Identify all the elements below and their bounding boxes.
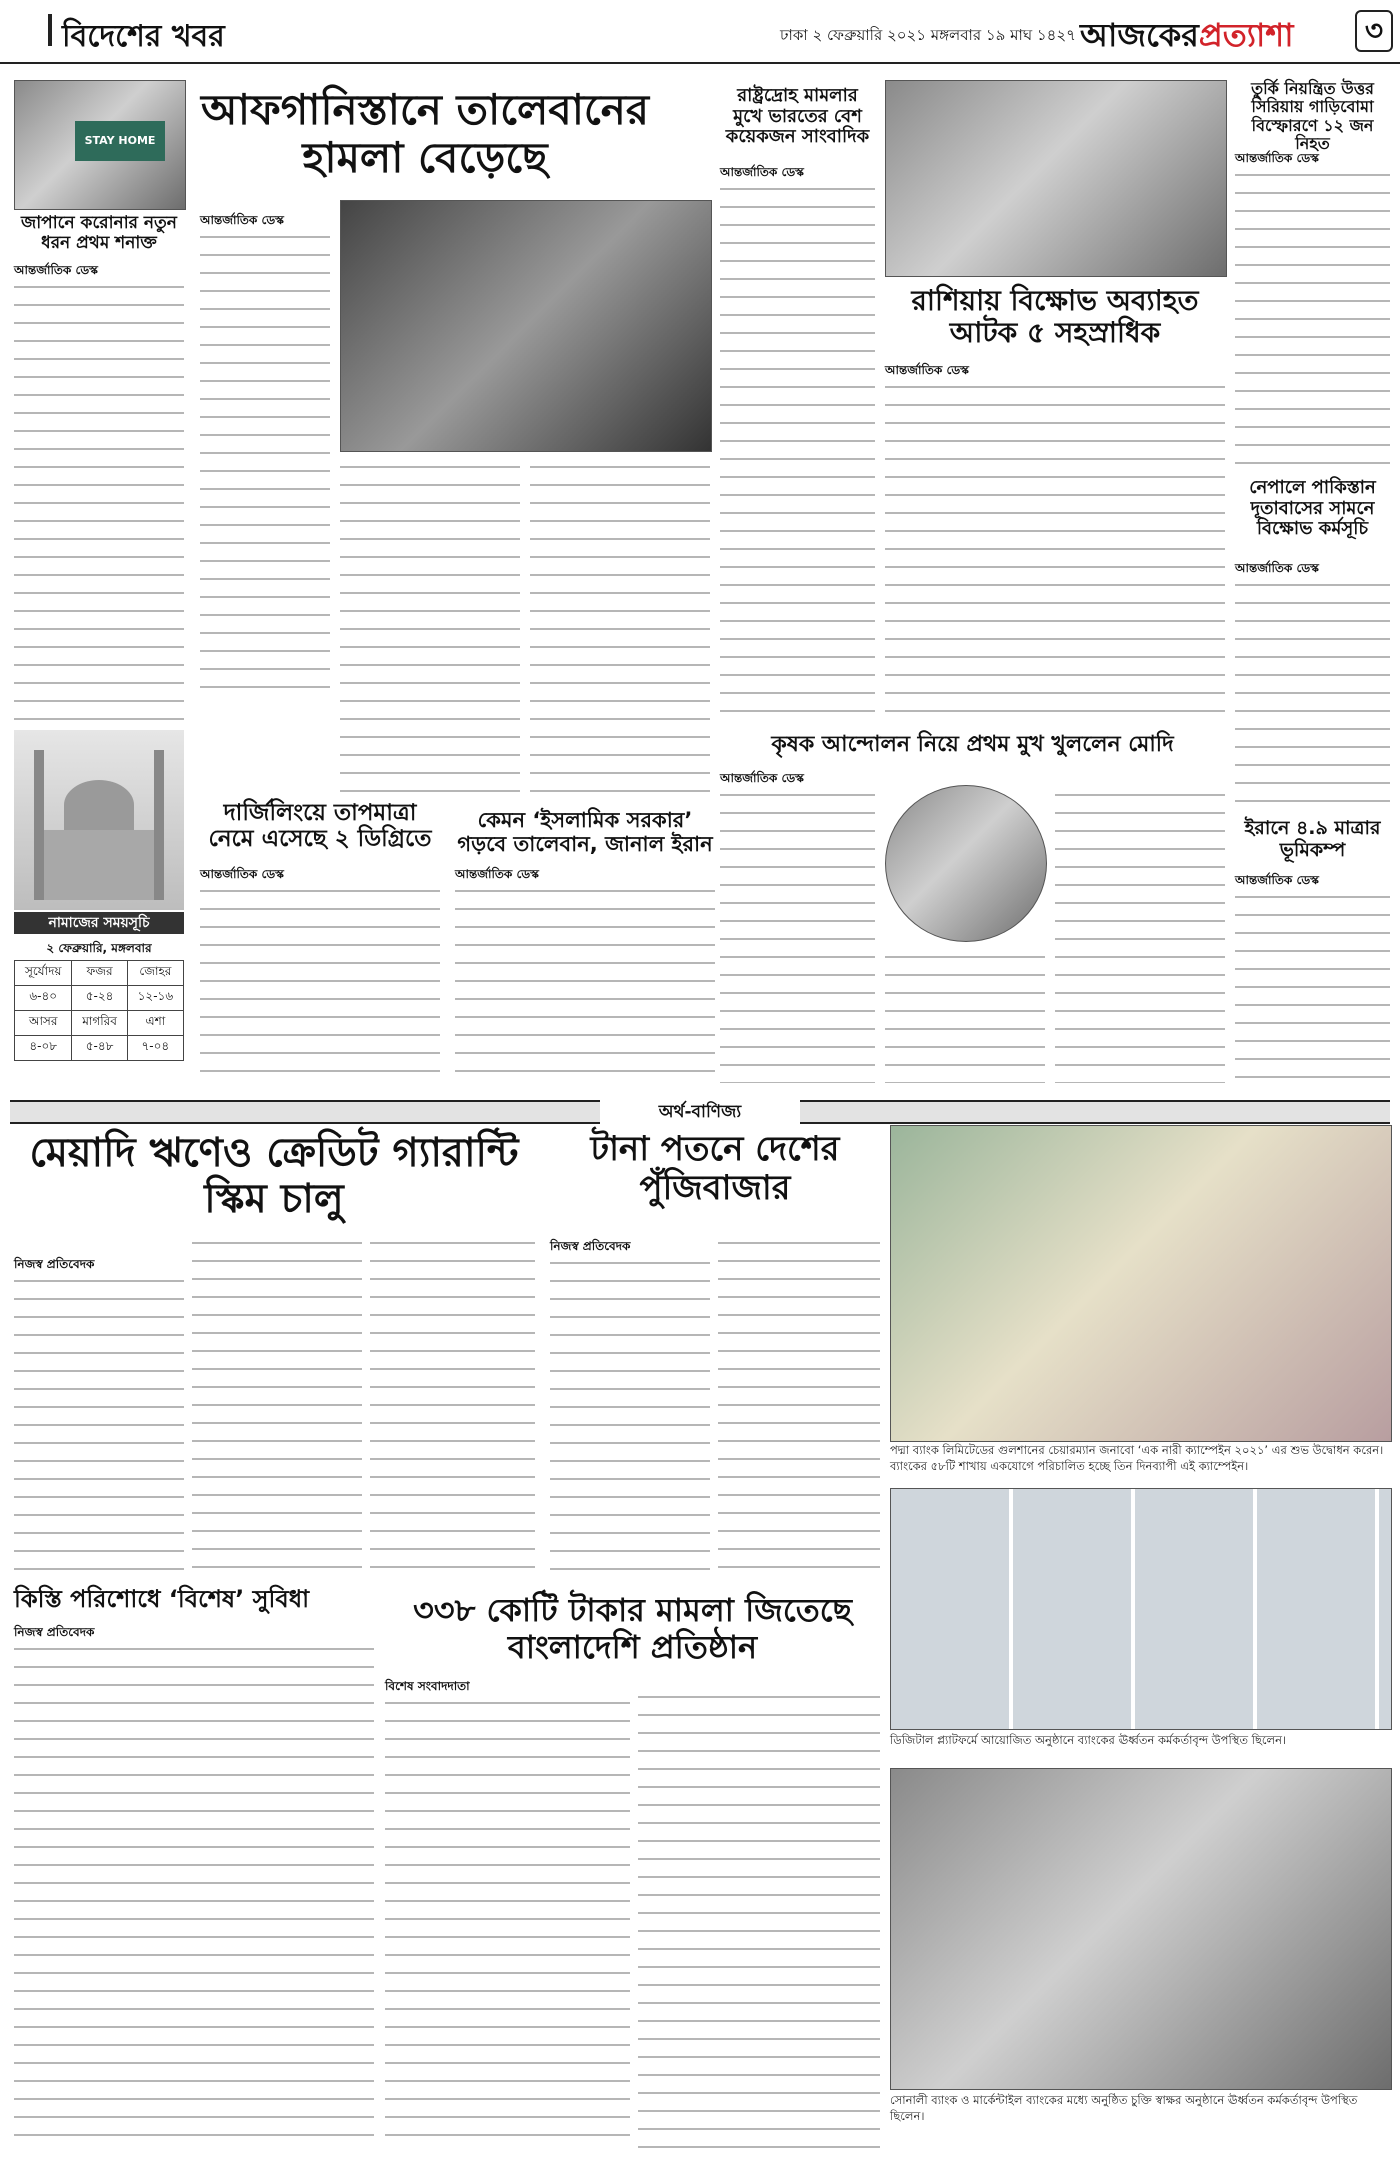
modi-byline: আন্তর্জাতিক ডেস্ক: [720, 771, 804, 785]
credit-headline: মেয়াদি ঋণেও ক্রেডিট গ্যারান্টি স্কিম চালু: [29, 1130, 519, 1222]
section-title: বিদেশের খবর: [62, 19, 225, 54]
russia-protest-photo: [885, 80, 1227, 277]
darjeeling-body: [200, 884, 440, 1084]
japan-body: [14, 280, 184, 720]
russia-byline: আন্তর্জাতিক ডেস্ক: [885, 363, 969, 377]
page-number: ৩: [1355, 10, 1393, 52]
prayer-cell: সূর্যোদয়: [15, 961, 72, 986]
prayer-cell: ১২-১৬: [127, 986, 183, 1011]
prayer-cell: আসর: [15, 1011, 72, 1036]
afghan-byline: আন্তর্জাতিক ডেস্ক: [200, 213, 284, 227]
bank-event-caption: পদ্মা ব্যাংক লিমিটেডের গুলশানের চেয়ারম্যান জনাবাে ‘এক নারী ক্যাম্পেইন ২০২১’ এর শুভ উদ্বোধন করেন। ব্যাংকের ৫৮টি শাখায় একযোগে পরিচালিত হচ্ছে তিন দিনব্যাপী এই ক্যাম্পেইন।: [890, 1443, 1384, 1474]
sedition-headline: রাষ্ট্রদ্রোহ মামলার মুখে ভারতের বেশ কয়েকজন সাংবাদিক: [725, 85, 870, 148]
prayer-cell: ৬-৪০: [15, 986, 72, 1011]
brand-highlight: প্রত্যাশা: [1198, 16, 1294, 54]
brand-prefix: আজকের: [1080, 16, 1199, 54]
modi-body-col2: [1055, 788, 1225, 1083]
modi-portrait: [885, 785, 1047, 942]
capital-body-col2: [718, 1236, 880, 1574]
zoom-meeting-caption: ডিজিটাল প্ল্যাটফর্মে আয়োজিত অনুষ্ঠানে ব্যাংকের ঊর্ধ্বতন কর্মকর্তাবৃন্দ উপস্থিত ছিলেন।: [890, 1733, 1287, 1747]
section-bar: [48, 14, 52, 46]
prayer-cell: মাগরিব: [72, 1011, 127, 1036]
case338-body-col1: [385, 1696, 630, 2152]
modi-headline: কৃষক আন্দোলন নিয়ে প্রথম মুখ খুললেন মোদি: [771, 732, 1174, 757]
japan-headline: জাপানে করোনার নতুন ধরন প্রথম শনাক্ত: [21, 213, 177, 253]
business-band-title: অর্থ-বাণিজ্য: [600, 1099, 800, 1127]
japan-photo: [14, 80, 186, 210]
pakistan-byline: আন্তর্জাতিক ডেস্ক: [1235, 561, 1319, 575]
iran-quake-body: [1235, 890, 1390, 1085]
prayer-date: ২ ফেব্রুয়ারি, মঙ্গলবার: [46, 941, 152, 955]
prayer-title: নামাজের সময়সূচি: [14, 912, 184, 934]
date-line: ঢাকা ২ ফেব্রুয়ারি ২০২১ মঙ্গলবার ১৯ মাঘ ১৪২৭: [780, 26, 1076, 44]
prayer-cell: ৫-২৪: [72, 986, 127, 1011]
islamic-govt-headline: কেমন ‘ইসলামিক সরকার’ গড়বে তালেবান, জানাল ইরান: [457, 808, 713, 857]
brand-logo: [1080, 10, 1293, 64]
case338-headline: ৩৩৮ কোটি টাকার মামলা জিতেছে বাংলাদেশি প্রতিষ্ঠান: [412, 1591, 852, 1666]
afghan-body-col2: [340, 460, 520, 800]
darjeeling-headline: দার্জিলিংয়ে তাপমাত্রা নেমে এসেছে ২ ডিগ্রিতে: [208, 800, 432, 853]
prayer-row: [15, 986, 184, 1011]
sedition-body: [720, 182, 875, 722]
prayer-cell: এশা: [127, 1011, 183, 1036]
mosque-illustration: [14, 730, 184, 910]
russia-body: [885, 380, 1225, 720]
stay-home-sign: STAY HOME: [75, 121, 165, 161]
afghan-body-col3: [530, 460, 710, 800]
iran-quake-byline: আন্তর্জাতিক ডেস্ক: [1235, 873, 1319, 887]
credit-body-col1: [14, 1274, 184, 1574]
prayer-table: [14, 960, 184, 1061]
prayer-cell: জোহর: [127, 961, 183, 986]
prayer-row: [15, 1036, 184, 1061]
prayer-cell: ফজর: [72, 961, 127, 986]
capital-body-col1: [550, 1256, 710, 1574]
turkey-headline: তুর্কি নিয়ন্ত্রিত উত্তর সিরিয়ায় গাড়িবোমা বিস্ফোরণে ১২ জন নিহত: [1251, 79, 1374, 154]
agreement-photo: [890, 1768, 1392, 2090]
turkey-body: [1235, 168, 1390, 468]
capital-headline: টানা পতনে দেশের পুঁজিবাজার: [590, 1129, 840, 1209]
installment-body: [14, 1642, 374, 2152]
afghan-car-photo: [340, 200, 712, 452]
bank-event-photo: [890, 1125, 1392, 1442]
capital-byline: নিজস্ব প্রতিবেদক: [550, 1239, 631, 1253]
japan-byline: আন্তর্জাতিক ডেস্ক: [14, 263, 98, 277]
prayer-row: [15, 1011, 184, 1036]
credit-byline: নিজস্ব প্রতিবেদক: [14, 1257, 95, 1271]
prayer-cell: ৫-৪৮: [72, 1036, 127, 1061]
case338-byline: বিশেষ সংবাদদাতা: [385, 1679, 470, 1693]
installment-byline: নিজস্ব প্রতিবেদক: [14, 1625, 95, 1639]
prayer-row: [15, 961, 184, 986]
russia-headline: রাশিয়ায় বিক্ষোভ অব্যাহত আটক ৫ সহস্রাধিক: [911, 284, 1199, 350]
prayer-cell: ৪-০৮: [15, 1036, 72, 1061]
page-header: [0, 0, 1400, 64]
darjeeling-byline: আন্তর্জাতিক ডেস্ক: [200, 867, 284, 881]
credit-body-col3: [370, 1236, 535, 1574]
pakistan-headline: নেপালে পাকিস্তান দূতাবাসের সামনে বিক্ষোভ কর্মসূচি: [1249, 477, 1376, 540]
afghan-body-col1: [200, 230, 330, 700]
modi-body-col3: [885, 950, 1045, 1083]
installment-headline: কিস্তি পরিশোধে ‘বিশেষ’ সুবিধা: [14, 1585, 310, 1613]
credit-body-col2: [192, 1236, 362, 1574]
agreement-caption: সোনালী ব্যাংক ও মার্কেন্টাইল ব্যাংকের মধ্যে অনুষ্ঠিত চুক্তি স্বাক্ষর অনুষ্ঠানে ঊর্ধ্বতন কর্মকর্তাবৃন্দ উপস্থিত ছিলেন।: [890, 2093, 1358, 2124]
modi-body-col1: [720, 788, 875, 1083]
afghan-headline: আফগানিস্তানে তালেবানের হামলা বেড়েছে: [201, 85, 649, 183]
minaret-left: [34, 750, 44, 900]
mosque-body: [44, 830, 154, 900]
islamic-govt-body: [455, 884, 715, 1084]
case338-body-col2: [638, 1690, 880, 2152]
turkey-byline: আন্তর্জাতিক ডেস্ক: [1235, 151, 1319, 165]
prayer-cell: ৭-০৪: [127, 1036, 183, 1061]
minaret-right: [154, 750, 164, 900]
sedition-byline: আন্তর্জাতিক ডেস্ক: [720, 165, 804, 179]
islamic-govt-byline: আন্তর্জাতিক ডেস্ক: [455, 867, 539, 881]
pakistan-body: [1235, 578, 1390, 808]
mosque-dome: [64, 780, 134, 830]
iran-quake-headline: ইরানে ৪.৯ মাত্রার ভূমিকম্প: [1244, 817, 1381, 861]
zoom-meeting-photo: [890, 1488, 1392, 1730]
